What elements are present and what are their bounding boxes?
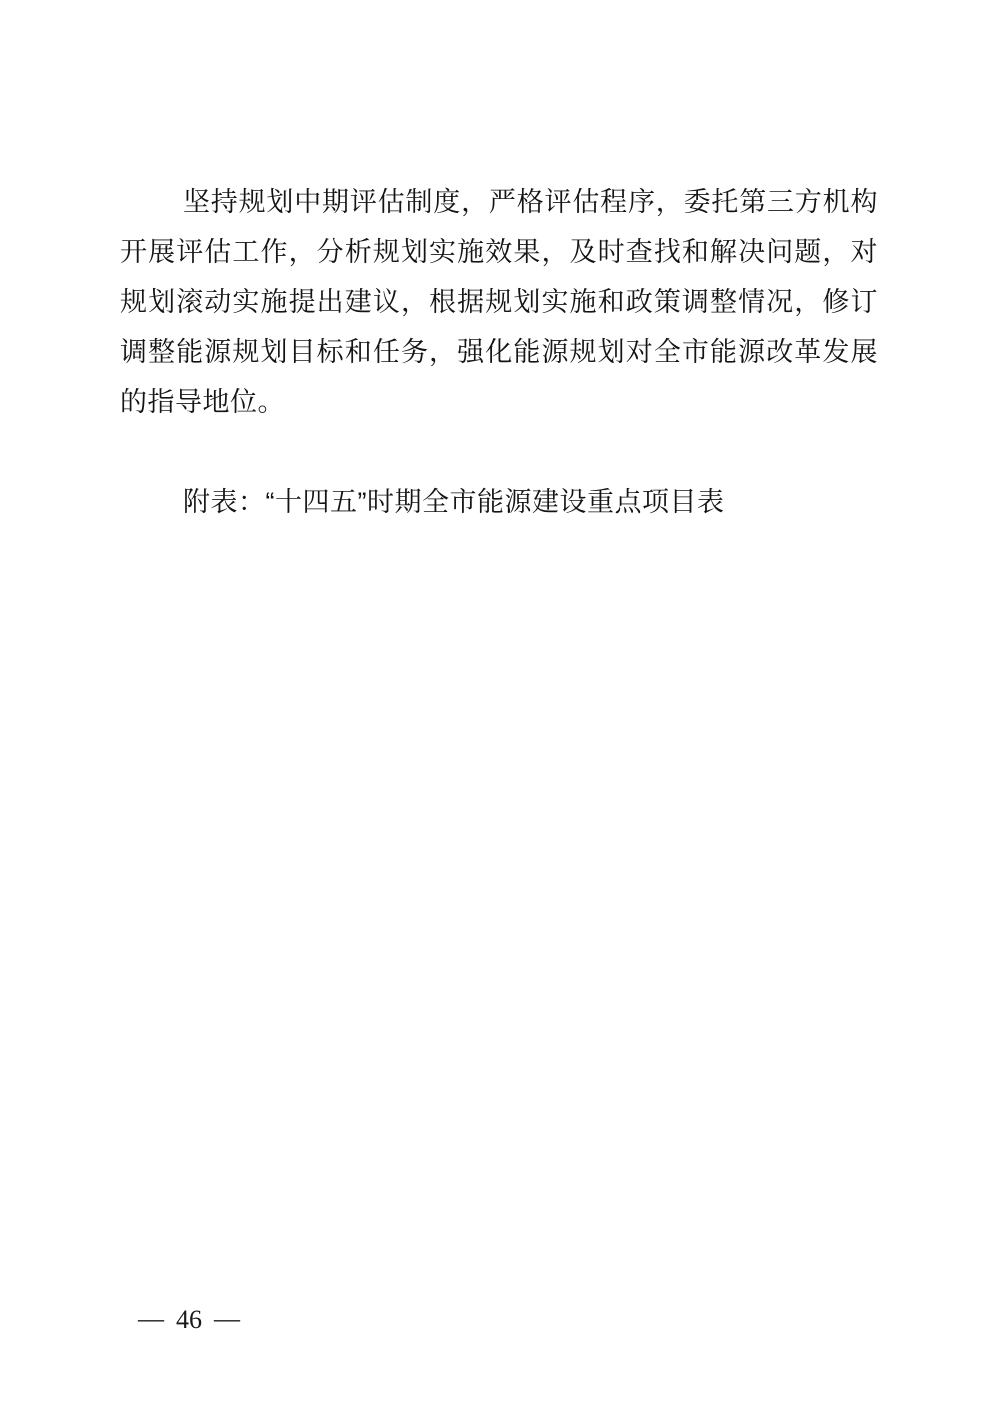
attachment-note: 附表：“十四五”时期全市能源建设重点项目表 (183, 487, 725, 517)
page-footer (138, 1303, 240, 1337)
footer-dash-left: — (138, 1304, 164, 1333)
body-paragraph: 坚持规划中期评估制度，严格评估程序，委托第三方机构开展评估工作，分析规划实施效果，及时查找和解决问题，对规划滚动实施提出建议，根据规划实施和政策调整情况，修订调整能源规划目标和任务，强化能源规划对全市能源改革发展的指导地位。 (120, 187, 878, 417)
page-content (120, 177, 878, 527)
footer-dash-right: — (214, 1304, 240, 1333)
page-number: 46 (176, 1305, 202, 1334)
